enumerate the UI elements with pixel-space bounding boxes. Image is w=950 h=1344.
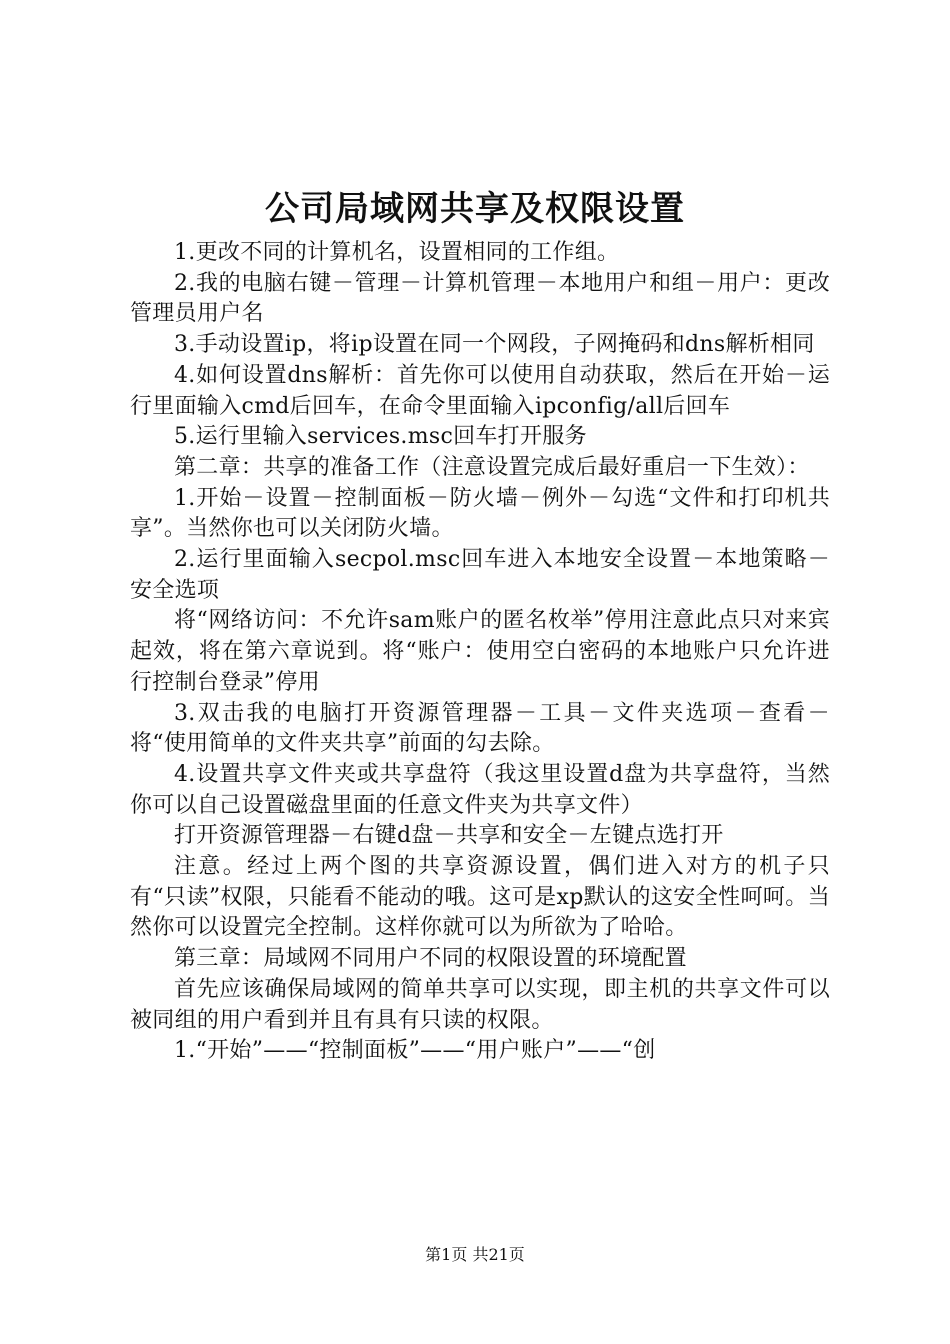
paragraph: 1.“开始”——“控制面板”——“用户账户”——“创 — [174, 1038, 656, 1064]
document-title: 公司局域网共享及权限设置 — [265, 189, 685, 229]
chapter-heading: 第三章：局域网不同用户不同的权限设置的环境配置 — [174, 946, 687, 972]
paragraph: 首先应该确保局域网的简单共享可以实现，即主机的共享文件可以被同组的用户看到并且有具有只读的权限。 — [130, 976, 830, 1033]
paragraph: 打开资源管理器－右键d盘－共享和安全－左键点选打开 — [174, 823, 724, 849]
paragraph: 3.双击我的电脑打开资源管理器－工具－文件夹选项－查看－将“使用简单的文件夹共享”前面的勾去除。 — [130, 700, 830, 757]
chapter-heading: 第二章：共享的准备工作（注意设置完成后最好重启一下生效）： — [174, 454, 810, 480]
paragraph: 5.运行里输入services.msc回车打开服务 — [174, 424, 587, 450]
paragraph: 4.如何设置dns解析：首先你可以使用自动获取，然后在开始－运行里面输入cmd后回车，在命令里面输入ipconfig/all后回车 — [130, 362, 830, 419]
paragraph: 1.更改不同的计算机名，设置相同的工作组。 — [174, 240, 620, 265]
paragraph: 3.手动设置ip，将ip设置在同一个网段，子网掩码和dns解析相同 — [174, 332, 815, 358]
page-footer: 第1页 共21页 — [425, 1245, 525, 1264]
paragraph: 2.我的电脑右键－管理－计算机管理－本地用户和组－用户：更改管理员用户名 — [130, 270, 830, 327]
paragraph: 1.开始－设置－控制面板－防火墙－例外－勾选“文件和打印机共享”。当然你也可以关闭防火墙。 — [130, 485, 830, 542]
paragraph: 注意。经过上两个图的共享资源设置，偶们进入对方的机子只有“只读”权限，只能看不能动的哦。这可是xp默认的这安全性呵呵。当然你可以设置完全控制。这样你就可以为所欲为了哈哈。 — [130, 854, 830, 941]
document-body — [130, 238, 830, 1067]
paragraph: 4.设置共享文件夹或共享盘符（我这里设置d盘为共享盘符，当然你可以自己设置磁盘里面的任意文件夹为共享文件） — [130, 761, 830, 818]
paragraph: 将“网络访问：不允许sam账户的匿名枚举”停用注意此点只对来宾起效，将在第六章说到。将“账户：使用空白密码的本地账户只允许进行控制台登录”停用 — [130, 608, 830, 695]
paragraph: 2.运行里面输入secpol.msc回车进入本地安全设置－本地策略－安全选项 — [130, 547, 830, 603]
